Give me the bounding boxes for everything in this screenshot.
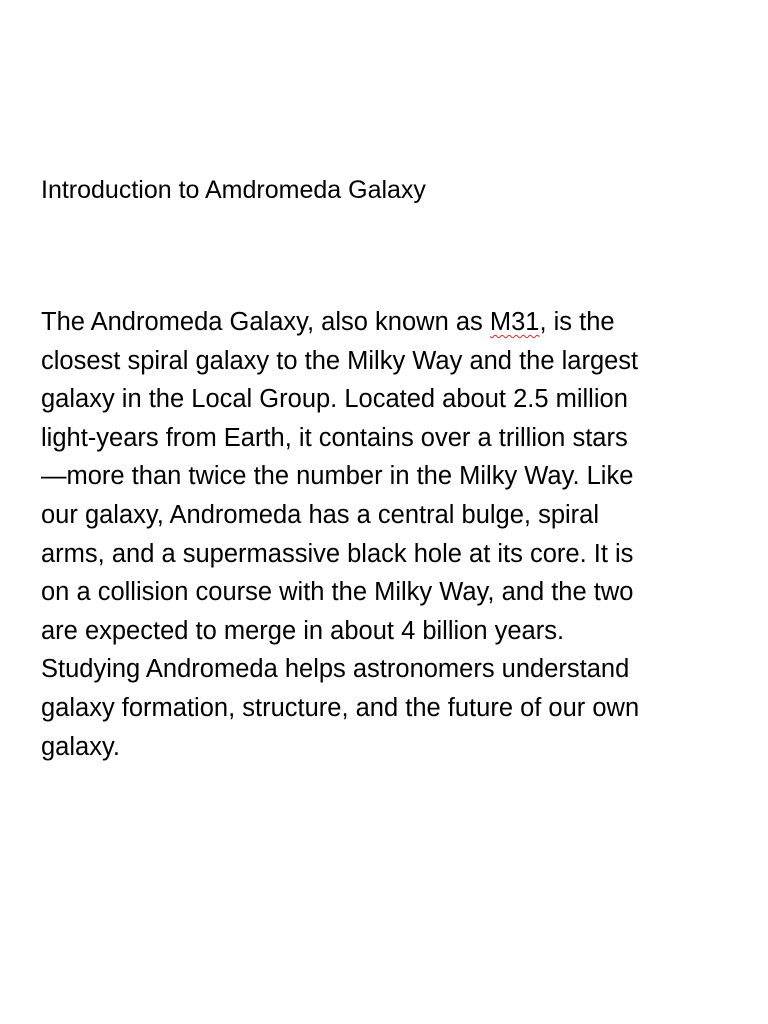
line-text: The Andromeda Galaxy, also known as <box>41 308 490 336</box>
paragraph-line: arms, and a supermassive black hole at its core. It is <box>41 539 634 568</box>
paragraph-line <box>41 303 746 342</box>
spellcheck-flagged-word[interactable]: M31 <box>489 308 540 336</box>
paragraph-line: galaxy. <box>41 732 120 761</box>
document-paragraph <box>41 303 746 766</box>
paragraph-line: Studying Andromeda helps astronomers understand <box>41 655 630 684</box>
paragraph-line: light-years from Earth, it contains over a trillion stars <box>41 423 628 452</box>
paragraph-line: galaxy in the Local Group. Located about 2.5 million <box>41 385 628 414</box>
paragraph-line: are expected to merge in about 4 billion years. <box>41 616 565 645</box>
paragraph-line: our galaxy, Andromeda has a central bulge, spiral <box>41 500 600 529</box>
line-text: , is the <box>539 308 615 336</box>
paragraph-line: on a collision course with the Milky Way, and the two <box>41 578 634 607</box>
paragraph-line: —more than twice the number in the Milky Way. Like <box>41 462 634 491</box>
paragraph-line: galaxy formation, structure, and the future of our own <box>41 693 640 722</box>
paragraph-line: closest spiral galaxy to the Milky Way and the largest <box>41 346 639 375</box>
document-title: Introduction to Amdromeda Galaxy <box>41 176 426 204</box>
